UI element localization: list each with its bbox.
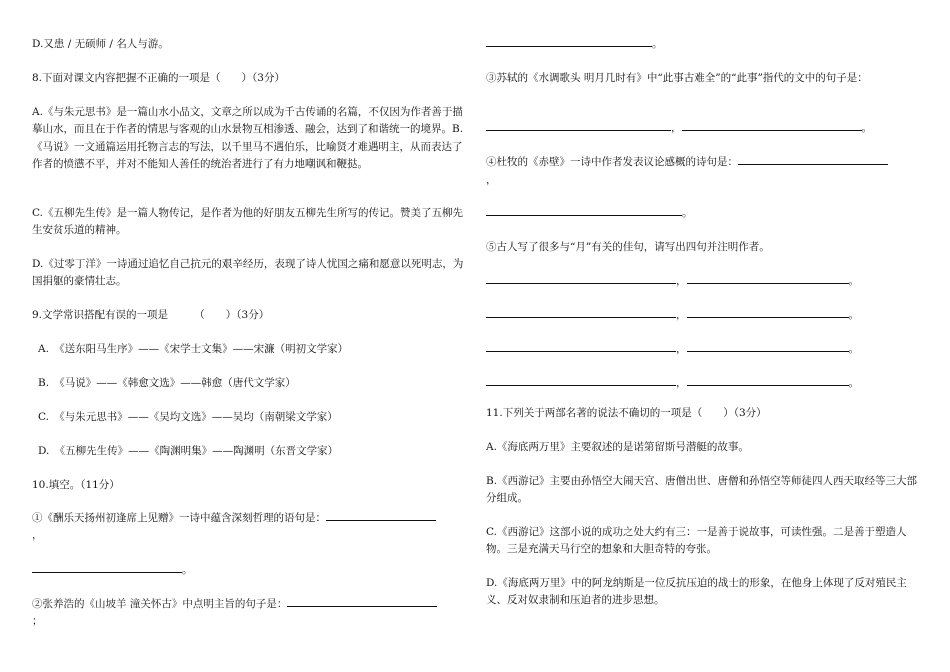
q11-option-a: A.《海底两万里》主要叙述的是诺第留斯号潜艇的故事。 xyxy=(486,441,749,453)
answer-blank[interactable] xyxy=(687,341,849,352)
q10-item-5-row-2 xyxy=(486,307,918,324)
answer-blank[interactable] xyxy=(486,120,671,131)
q10-item-3-answer xyxy=(486,120,918,137)
comma: ， xyxy=(676,343,687,355)
q10-item-2-text: ②张养浩的《山坡羊 潼关怀古》中点明主旨的句子是： xyxy=(32,598,288,610)
q10-item-4-comma: ， xyxy=(486,174,497,186)
period: 。 xyxy=(848,309,859,321)
answer-blank[interactable] xyxy=(682,120,862,131)
q10-item-5-row-1 xyxy=(486,273,918,290)
answer-blank[interactable] xyxy=(687,307,849,318)
period: 。 xyxy=(848,377,859,389)
q10-item-1-line2 xyxy=(32,562,464,579)
q9-option-a: A. 《送东阳马生序》——《宋学士文集》——宋濂（明初文学家） xyxy=(38,343,349,355)
q9-option-b: B. 《马说》——《韩愈文选》——韩愈（唐代文学家） xyxy=(38,377,296,389)
answer-blank[interactable] xyxy=(32,562,182,573)
period: 。 xyxy=(848,275,859,287)
q9-option-c: C. 《与朱元思书》——《吴均文选》——吴均（南朝梁文学家） xyxy=(38,411,338,423)
answer-blank[interactable] xyxy=(486,341,676,352)
period: 。 xyxy=(652,38,663,50)
q10-item-1-text: ①《酬乐天扬州初逢席上见赠》一诗中蕴含深刻哲理的语句是： xyxy=(32,512,326,524)
q10-item-5-row-4 xyxy=(486,375,918,392)
q10-item-4-text: ④杜牧的《赤壁》一诗中作者发表议论感概的诗句是： xyxy=(486,156,738,168)
comma: ， xyxy=(671,122,682,134)
period: 。 xyxy=(861,122,872,134)
period: 。 xyxy=(182,564,193,576)
q10-item-2-semicolon: ； xyxy=(32,615,43,627)
continued-blank xyxy=(486,36,918,53)
answer-blank[interactable] xyxy=(486,307,676,318)
q10-item-4 xyxy=(486,154,918,171)
q10-item-1 xyxy=(32,510,464,527)
comma: ， xyxy=(676,377,687,389)
q10-item-4-line2 xyxy=(486,205,918,222)
q10-item-1-comma: ， xyxy=(32,529,43,541)
comma: ， xyxy=(676,275,687,287)
q11-option-d: D.《海底两万里》中的阿龙纳斯是一位反抗压迫的战士的形象，在他身上体现了反对殖民主义、反对奴隶制和压迫者的进步思想。 xyxy=(486,577,907,607)
q10-item-5-row-3 xyxy=(486,341,918,358)
q11-stem: 11.下列关于两部名著的说法不确切的一项是（ ）（3分） xyxy=(486,407,767,419)
q7-option-d: D.又患 / 无硕师 / 名人与游。 xyxy=(32,38,169,50)
answer-blank[interactable] xyxy=(687,375,849,386)
q8-option-c: C.《五柳先生传》是一篇人物传记，是作者为他的好朋友五柳先生所写的传记。赞美了五柳先生安贫乐道的精神。 xyxy=(32,207,463,237)
q10-stem: 10.填空。（11分） xyxy=(32,479,120,491)
period: 。 xyxy=(848,343,859,355)
q9-stem: 9.文学常识搭配有误的一项是 （ ）（3分） xyxy=(32,309,270,321)
answer-blank[interactable] xyxy=(486,205,682,216)
q10-item-5: ⑤古人写了很多与“月”有关的佳句，请写出四句并注明作者。 xyxy=(486,241,770,253)
answer-blank[interactable] xyxy=(486,36,652,47)
q11-option-b: B.《西游记》主要由孙悟空大闹天宫、唐僧出世、唐僧和孙悟空等师徒四人西天取经等三大部分组成。 xyxy=(486,475,918,505)
answer-blank[interactable] xyxy=(687,273,849,284)
answer-blank[interactable] xyxy=(486,273,676,284)
q10-item-3: ③苏轼的《水调歌头 明月几时有》中“此事古难全”的“此事”指代的文中的句子是： xyxy=(486,72,868,84)
q9-option-d: D. 《五柳先生传》——《陶渊明集》——陶渊明（东晋文学家） xyxy=(38,445,339,457)
comma: ， xyxy=(676,309,687,321)
q11-option-c: C.《西游记》这部小说的成功之处大约有三：一是善于说故事，可读性强。二是善于塑造人物。三是充满天马行空的想象和大胆奇特的夸张。 xyxy=(486,526,907,556)
answer-blank[interactable] xyxy=(287,596,437,607)
q8-option-d: D.《过零丁洋》一诗通过追忆自己抗元的艰辛经历，表现了诗人忧国之痛和愿意以死明志，为国捐躯的豪情壮志。 xyxy=(32,258,464,288)
period: 。 xyxy=(682,207,693,219)
answer-blank[interactable] xyxy=(738,154,888,165)
q8-stem: 8.下面对课文内容把握不正确的一项是（ ）（3分） xyxy=(32,72,285,84)
answer-blank[interactable] xyxy=(326,510,436,521)
answer-blank[interactable] xyxy=(486,375,676,386)
q10-item-2 xyxy=(32,596,464,613)
q8-option-a: A.《与朱元思书》是一篇山水小品文，文章之所以成为千古传诵的名篇，不仅因为作者善于描摹山水，而且在于作者的情思与客观的山水景物互相渗透、融会，达到了和谐统一的境界。B.《马说》一文通篇运用托物言志的写法，以千里马不遇伯乐，比喻贤才难遇明主，从而表达了作者的愤懑不平，并对不能知人善任的统治者进行了有力地嘲讽和鞭挞。 xyxy=(32,106,464,170)
